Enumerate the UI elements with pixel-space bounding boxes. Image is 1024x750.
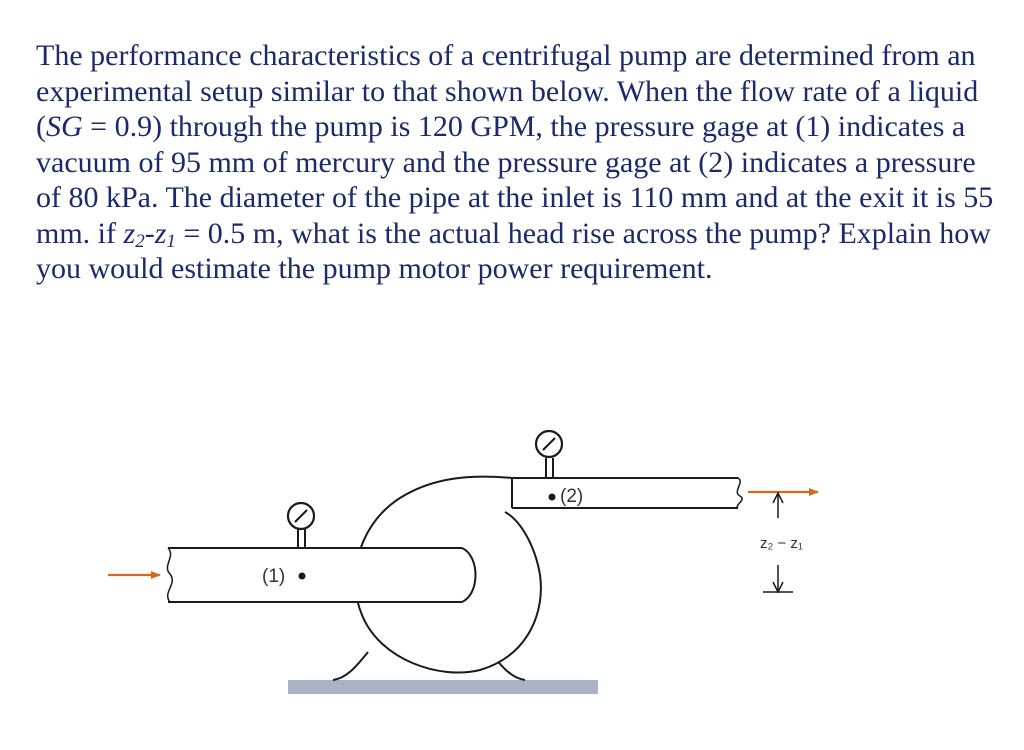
z2-subscript: 2 (135, 230, 145, 252)
inlet-point-dot (299, 573, 306, 580)
ground-base (288, 680, 598, 694)
outlet-pressure-gage (536, 431, 562, 478)
problem-statement (36, 38, 996, 287)
outlet-pipe (512, 478, 738, 508)
z2-symbol: z (123, 216, 136, 250)
problem-text-part1: The performance characteristics of a centrifugal pump are determined from an experimental setup similar to that shown below. When the flow rate of a liquid ( (36, 39, 979, 143)
pump-setup-figure (0, 380, 1024, 750)
outlet-point-label: (2) (560, 486, 584, 507)
z1-symbol: z (154, 216, 167, 250)
outlet-point-dot (549, 494, 556, 501)
problem-text-part2: = 0.9) through the pump is 120 GPM, the pressure gage at (1) indicates a vacuum of 95 mm of mercury and the pressure gage at (2) indicates a pressure of 80 kPa. The diameter of the pipe at the inlet is 110 mm and at the exit it is 55 mm. if (36, 110, 994, 250)
elevation-label: z₂ − z₁ (760, 535, 803, 552)
problem-text-part3: = 0.5 m, what is the actual head rise across the pump? Explain how you would estimate the pump motor power requirement. (36, 216, 991, 285)
minus-sign: - (144, 216, 155, 250)
inlet-pipe (168, 548, 468, 602)
inlet-point-label: (1) (262, 566, 286, 587)
specific-gravity-symbol: SG (46, 110, 83, 143)
z1-subscript: 1 (166, 230, 176, 252)
outlet-pipe-break (737, 478, 742, 508)
inlet-pressure-gage (288, 503, 314, 548)
